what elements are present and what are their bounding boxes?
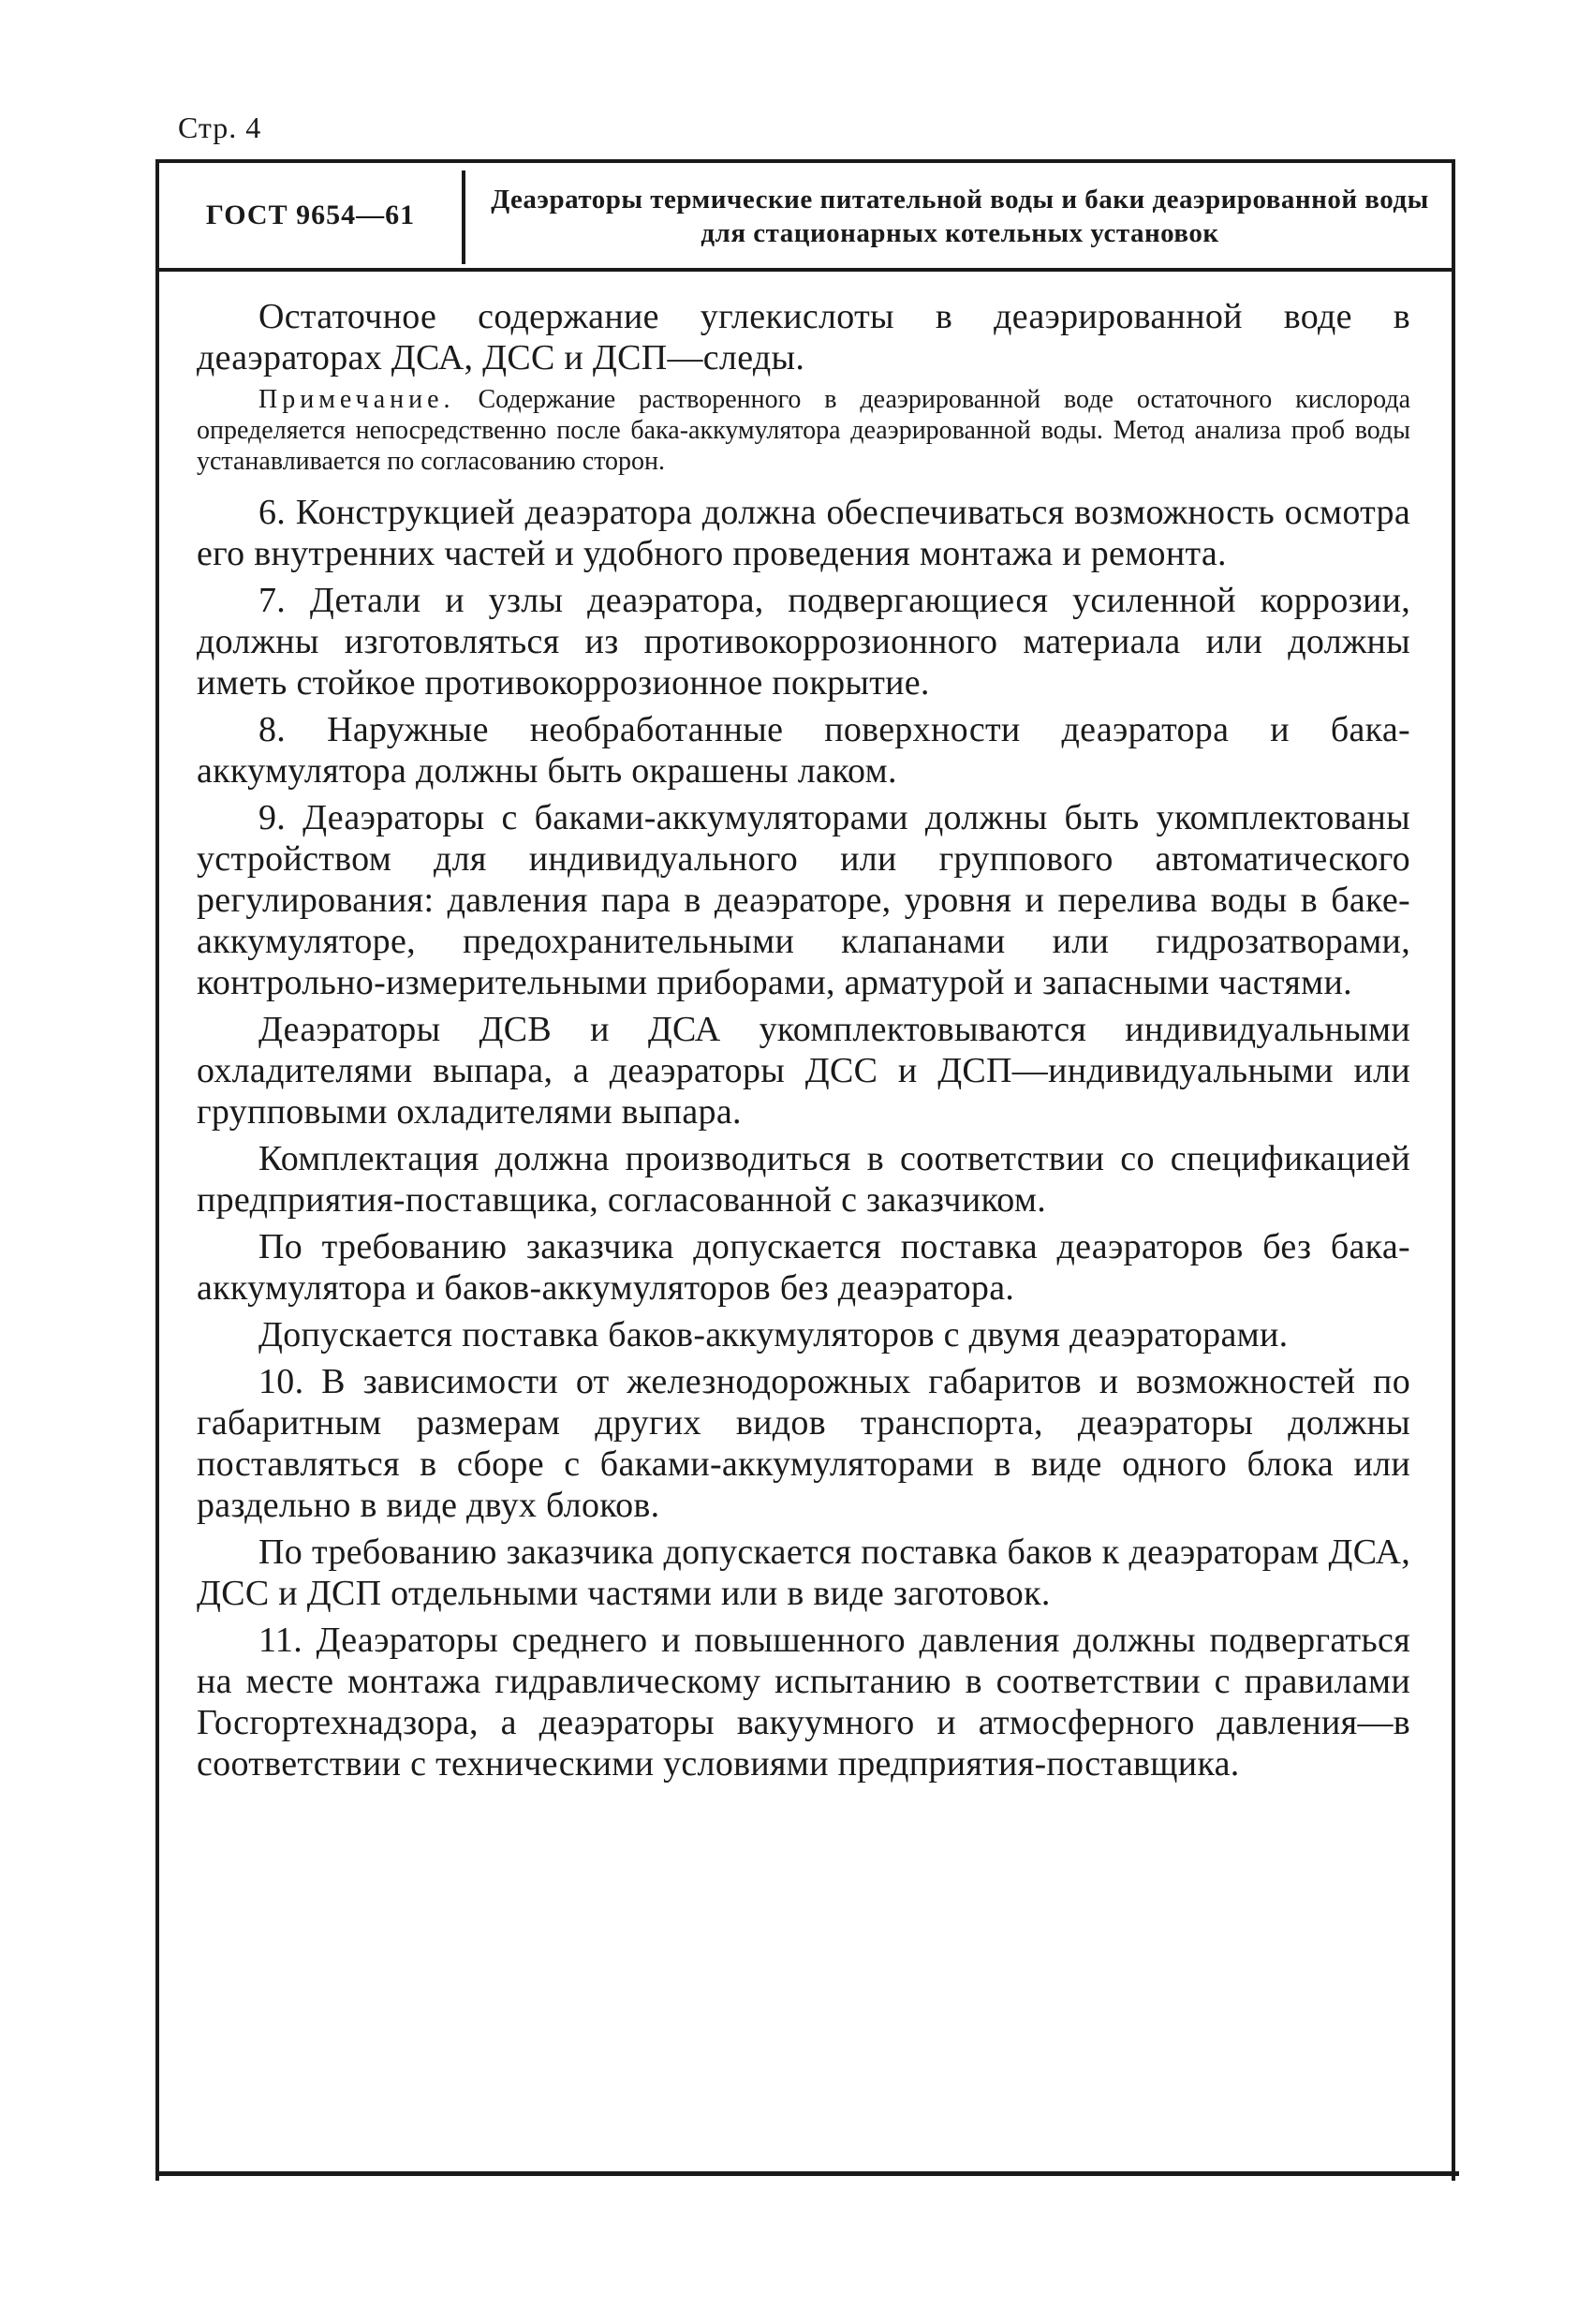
paragraph-10: 10. В зависимости от железнодорожных габаритов и возможностей по габаритным размерам других видов транспорта, деаэраторы должны поставляться в сборе с баками-аккумуляторами в виде одного блока или раздельно в виде двух блоков.: [197, 1362, 1410, 1525]
header-separator: [462, 170, 465, 264]
paragraph-9: 9. Деаэраторы с баками-аккумуляторами должны быть укомплектованы устройством для индивидуального или группового автоматического регулирования: давления пара в деаэраторе, уровня и перелива воды в баке-аккумуляторе, предохранительными клапанами или гидрозатворами, контрольно-измерительными приборами, арматурой и запасными частями.: [197, 798, 1410, 1002]
paragraph-9-two-deaerators: Допускается поставка баков-аккумуляторов с двумя деаэраторами.: [258, 1315, 1289, 1354]
paragraph-residual-co2: Остаточное содержание углекислоты в деаэрированной воде в деаэраторах ДСА, ДСС и ДСП—следы.: [197, 297, 1410, 377]
paragraph-10-parts: По требованию заказчика допускается поставка баков к деаэраторам ДСА, ДСС и ДСП отдельными частями или в виде заготовок.: [197, 1532, 1410, 1613]
note-text: Содержание растворенного в деаэрированной воде остаточного кислорода определяется непосредственно после бака-аккумулятора деаэрированной воды. Метод анализа проб воды устанавливается по согласованию сторон.: [197, 385, 1410, 476]
standard-number: ГОСТ 9654—61: [205, 200, 416, 230]
paragraph-11: 11. Деаэраторы среднего и повышенного давления должны подвергаться на месте монтажа гидравлическому испытанию в соответствии с правилами Госгортехнадзора, а деаэраторы вакуумного и атмосферного давления—в соответствии с техническими условиями предприятия-поставщика.: [197, 1621, 1410, 1784]
paragraph-7: 7. Детали и узлы деаэратора, подвергающиеся усиленной коррозии, должны изготовляться из противокоррозионного материала или должны иметь стойкое противокоррозионное покрытие.: [197, 581, 1410, 703]
header-bottom-rule: [155, 268, 1455, 272]
paragraph-9-completion: Комплектация должна производиться в соответствии со спецификацией предприятия-поставщика, согласованной с заказчиком.: [197, 1139, 1410, 1220]
page-number: Стр. 4: [178, 111, 262, 144]
footer-rule: [155, 2171, 1459, 2176]
note-label: Примечание.: [258, 385, 455, 414]
paragraph-8: 8. Наружные необработанные поверхности деаэратора и бака-аккумулятора должны быть окрашены лаком.: [197, 710, 1410, 791]
paragraph-6: 6. Конструкцией деаэратора должна обеспечиваться возможность осмотра его внутренних частей и удобного проведения монтажа и ремонта.: [197, 493, 1410, 573]
document-title: Деаэраторы термические питательной воды и баки деаэрированной воды для стационарных котельных установок: [491, 185, 1429, 248]
document-body: [197, 296, 1410, 1790]
note: [197, 384, 1410, 477]
paragraph-9-customer-request: По требованию заказчика допускается поставка деаэраторов без бака-аккумулятора и баков-аккумуляторов без деаэратора.: [197, 1227, 1410, 1308]
paragraph-9-coolers: Деаэраторы ДСВ и ДСА укомплектовываются индивидуальными охладителями выпара, а деаэраторы ДСС и ДСП—индивидуальными или групповыми охладителями выпара.: [197, 1010, 1410, 1132]
